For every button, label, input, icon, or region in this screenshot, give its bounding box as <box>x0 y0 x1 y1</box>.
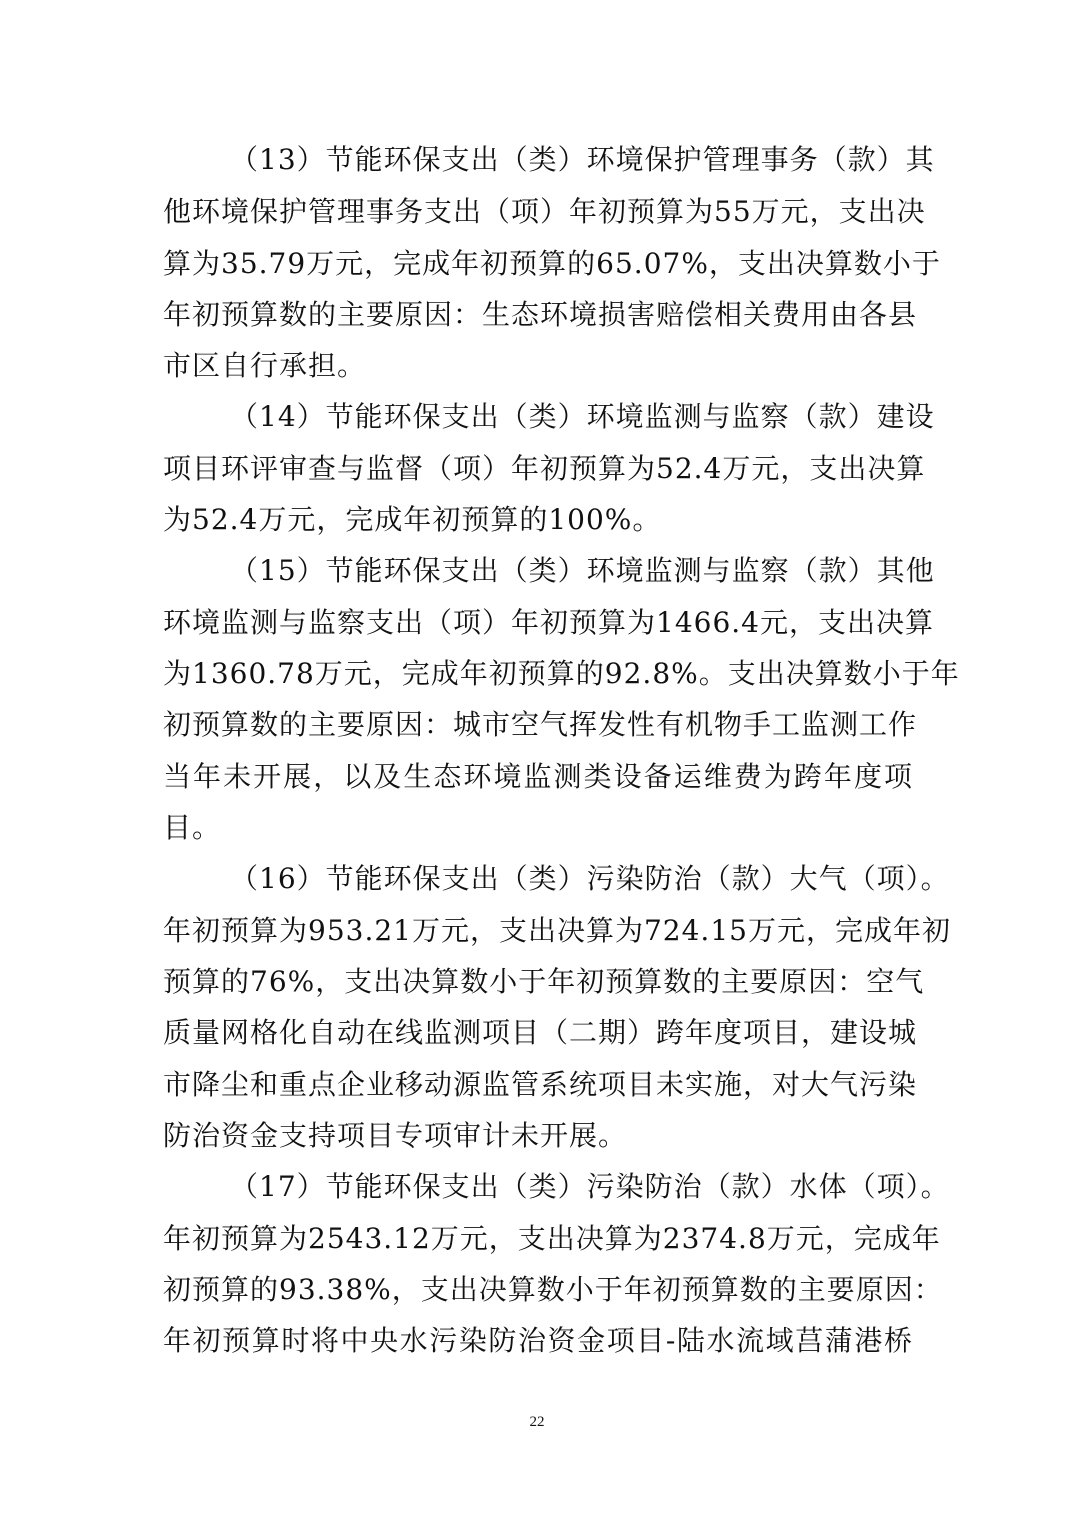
paragraph-16-line-2: 年初预算为953.21万元，支出决算为724.15万元，完成年初 <box>163 914 951 947</box>
page-number: 22 <box>529 1414 545 1430</box>
paragraph-16-line-6: 防治资金支持项目专项审计未开展。 <box>163 1119 628 1152</box>
paragraph-17-line-2: 年初预算为2543.12万元，支出决算为2374.8万元，完成年 <box>163 1222 941 1255</box>
paragraph-16-line-4: 质量网格化自动在线监测项目（二期）跨年度项目，建设城 <box>163 1016 918 1049</box>
paragraph-13-line-1: （13）节能环保支出（类）环境保护管理事务（款）其 <box>230 143 935 176</box>
paragraph-15-line-2: 环境监测与监察支出（项）年初预算为1466.4元，支出决算 <box>163 606 934 639</box>
paragraph-15-line-4: 初预算数的主要原因：城市空气挥发性有机物手工监测工作 <box>163 708 918 741</box>
paragraph-14-line-3: 为52.4万元，完成年初预算的100%。 <box>163 503 662 536</box>
paragraph-15-line-1: （15）节能环保支出（类）环境监测与监察（款）其他 <box>230 554 935 587</box>
paragraph-17-line-3: 初预算的93.38%，支出决算数小于年初预算数的主要原因： <box>163 1273 943 1306</box>
paragraph-13-line-5: 市区自行承担。 <box>163 349 367 382</box>
paragraph-13-line-2: 他环境保护管理事务支出（项）年初预算为55万元，支出决 <box>163 195 926 228</box>
paragraph-16-line-3: 预算的76%，支出决算数小于年初预算数的主要原因：空气 <box>163 965 925 998</box>
paragraph-15-line-3: 为1360.78万元，完成年初预算的92.8%。支出决算数小于年 <box>163 657 960 690</box>
paragraph-15-line-5: 当年未开展，以及生态环境监测类设备运维费为跨年度项 <box>163 760 913 793</box>
paragraph-14-line-1: （14）节能环保支出（类）环境监测与监察（款）建设 <box>230 400 935 433</box>
paragraph-17-line-1: （17）节能环保支出（类）污染防治（款）水体（项）。 <box>230 1170 950 1203</box>
paragraph-16-line-1: （16）节能环保支出（类）污染防治（款）大气（项）。 <box>230 862 950 895</box>
paragraph-13-line-3: 算为35.79万元，完成年初预算的65.07%，支出决算数小于 <box>163 247 941 280</box>
paragraph-14-line-2: 项目环评审查与监督（项）年初预算为52.4万元，支出决算 <box>163 452 926 485</box>
paragraph-16-line-5: 市降尘和重点企业移动源监管系统项目未实施，对大气污染 <box>163 1068 918 1101</box>
paragraph-13-line-4: 年初预算数的主要原因：生态环境损害赔偿相关费用由各县 <box>163 298 918 331</box>
paragraph-17-line-4: 年初预算时将中央水污染防治资金项目-陆水流域莒蒲港桥 <box>163 1324 913 1357</box>
paragraph-15-line-6: 目。 <box>163 811 222 844</box>
